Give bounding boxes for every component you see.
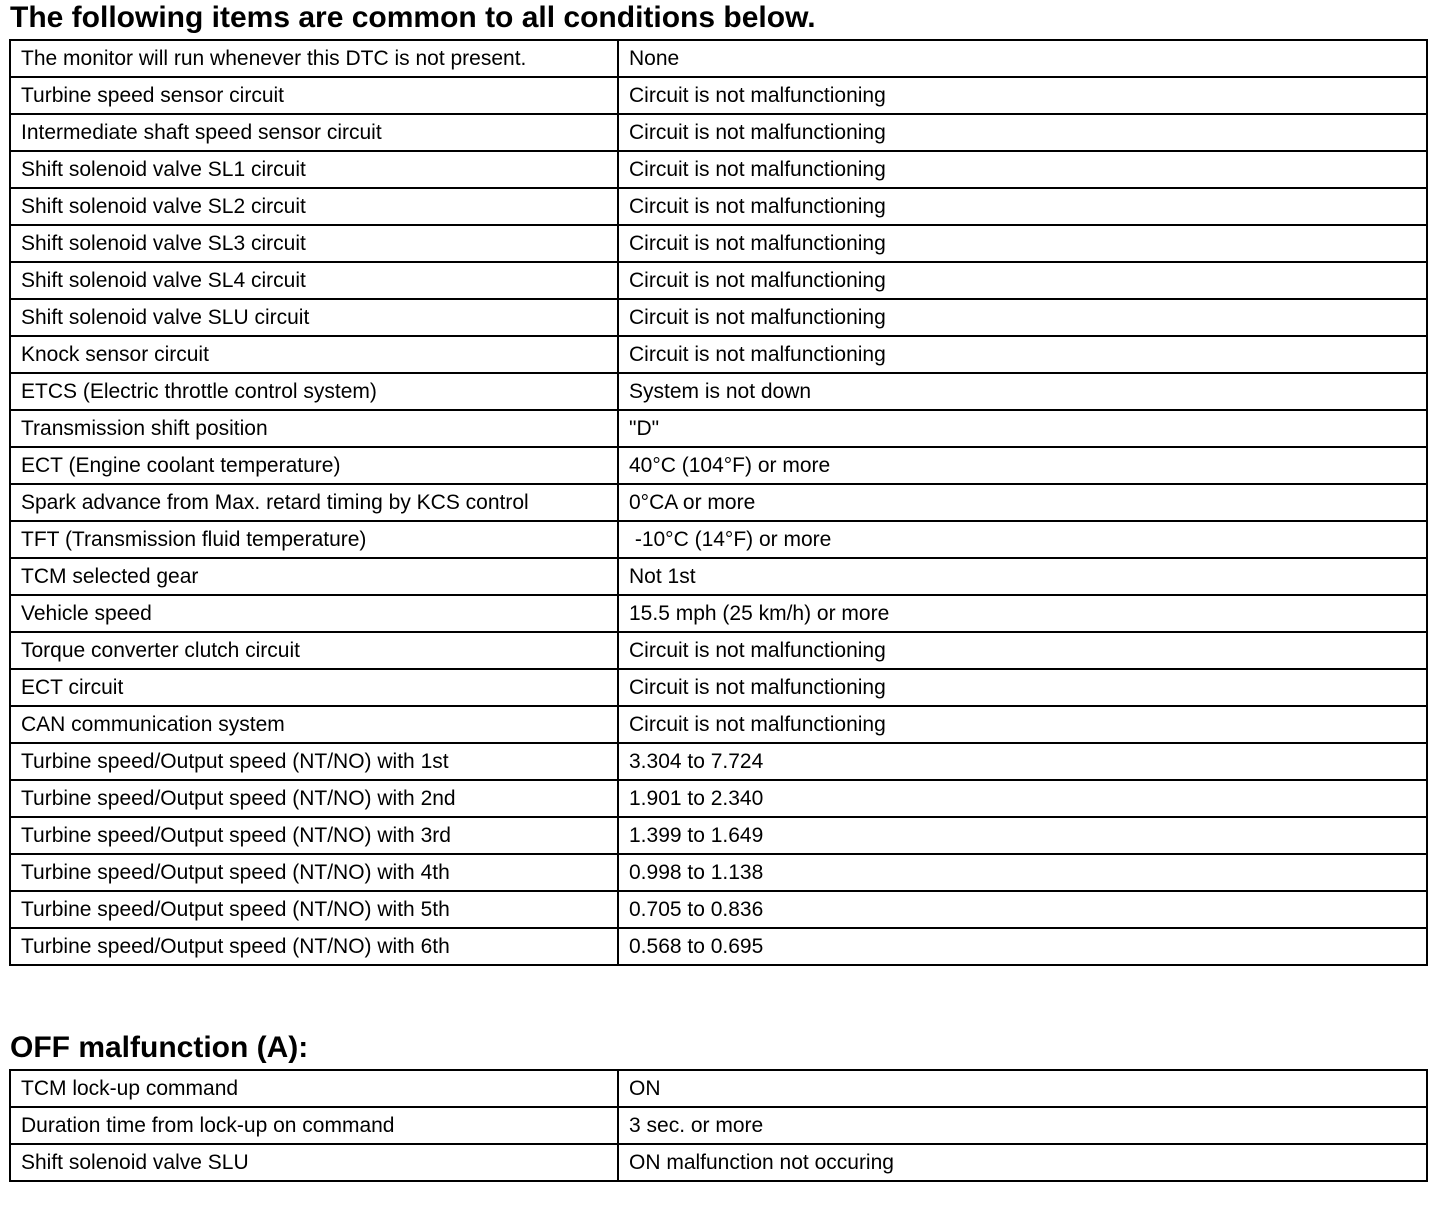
table-row xyxy=(10,410,1427,447)
item-cell: Shift solenoid valve SL3 circuit xyxy=(10,225,618,262)
condition-cell: 15.5 mph (25 km/h) or more xyxy=(618,595,1427,632)
item-cell: Vehicle speed xyxy=(10,595,618,632)
table-row xyxy=(10,1107,1427,1144)
item-cell: ETCS (Electric throttle control system) xyxy=(10,373,618,410)
item-cell: CAN communication system xyxy=(10,706,618,743)
section-heading-off-malfunction: OFF malfunction (A): xyxy=(10,1031,309,1064)
table-row xyxy=(10,225,1427,262)
item-cell: Knock sensor circuit xyxy=(10,336,618,373)
item-cell: ECT circuit xyxy=(10,669,618,706)
table-row xyxy=(10,336,1427,373)
item-cell: Turbine speed/Output speed (NT/NO) with 4th xyxy=(10,854,618,891)
table-row xyxy=(10,484,1427,521)
table-row xyxy=(10,669,1427,706)
condition-cell: None xyxy=(618,40,1427,77)
condition-cell: System is not down xyxy=(618,373,1427,410)
item-cell: Turbine speed/Output speed (NT/NO) with 3rd xyxy=(10,817,618,854)
item-cell: TCM lock-up command xyxy=(10,1070,618,1107)
condition-cell: 3 sec. or more xyxy=(618,1107,1427,1144)
table-row xyxy=(10,891,1427,928)
condition-cell: 1.901 to 2.340 xyxy=(618,780,1427,817)
item-cell: Turbine speed/Output speed (NT/NO) with 6th xyxy=(10,928,618,965)
condition-cell: 0°CA or more xyxy=(618,484,1427,521)
condition-cell: 0.705 to 0.836 xyxy=(618,891,1427,928)
condition-cell: "D" xyxy=(618,410,1427,447)
item-cell: Shift solenoid valve SLU xyxy=(10,1144,618,1181)
condition-cell: Circuit is not malfunctioning xyxy=(618,114,1427,151)
table-row xyxy=(10,928,1427,965)
item-cell: Shift solenoid valve SL2 circuit xyxy=(10,188,618,225)
table-row xyxy=(10,780,1427,817)
condition-cell: Circuit is not malfunctioning xyxy=(618,262,1427,299)
table-row xyxy=(10,188,1427,225)
condition-cell: Circuit is not malfunctioning xyxy=(618,188,1427,225)
table-row xyxy=(10,632,1427,669)
item-cell: Spark advance from Max. retard timing by KCS control xyxy=(10,484,618,521)
table-row xyxy=(10,114,1427,151)
table-row xyxy=(10,1144,1427,1181)
item-cell: Turbine speed/Output speed (NT/NO) with 1st xyxy=(10,743,618,780)
item-cell: ECT (Engine coolant temperature) xyxy=(10,447,618,484)
table-row xyxy=(10,1070,1427,1107)
table-row xyxy=(10,854,1427,891)
table-row xyxy=(10,299,1427,336)
condition-cell: 3.304 to 7.724 xyxy=(618,743,1427,780)
table-row xyxy=(10,521,1427,558)
item-cell: TCM selected gear xyxy=(10,558,618,595)
condition-cell: Not 1st xyxy=(618,558,1427,595)
item-cell: Turbine speed/Output speed (NT/NO) with 5th xyxy=(10,891,618,928)
item-cell: Torque converter clutch circuit xyxy=(10,632,618,669)
off-malfunction-table xyxy=(9,1069,1428,1182)
item-cell: Shift solenoid valve SL4 circuit xyxy=(10,262,618,299)
condition-cell: 40°C (104°F) or more xyxy=(618,447,1427,484)
table-row xyxy=(10,743,1427,780)
table-row xyxy=(10,373,1427,410)
condition-cell: Circuit is not malfunctioning xyxy=(618,669,1427,706)
condition-cell: 0.568 to 0.695 xyxy=(618,928,1427,965)
common-conditions-table xyxy=(9,39,1428,966)
item-cell: Shift solenoid valve SL1 circuit xyxy=(10,151,618,188)
condition-cell: ON malfunction not occuring xyxy=(618,1144,1427,1181)
item-cell: Turbine speed sensor circuit xyxy=(10,77,618,114)
item-cell: Shift solenoid valve SLU circuit xyxy=(10,299,618,336)
table-row xyxy=(10,77,1427,114)
table-row xyxy=(10,447,1427,484)
table-row xyxy=(10,151,1427,188)
condition-cell: ON xyxy=(618,1070,1427,1107)
table-row xyxy=(10,817,1427,854)
condition-cell: Circuit is not malfunctioning xyxy=(618,632,1427,669)
table-row xyxy=(10,262,1427,299)
item-cell: The monitor will run whenever this DTC is not present. xyxy=(10,40,618,77)
item-cell: Intermediate shaft speed sensor circuit xyxy=(10,114,618,151)
table-row xyxy=(10,558,1427,595)
table-row xyxy=(10,706,1427,743)
condition-cell: 1.399 to 1.649 xyxy=(618,817,1427,854)
section-heading-common-conditions: The following items are common to all conditions below. xyxy=(10,1,816,34)
item-cell: TFT (Transmission fluid temperature) xyxy=(10,521,618,558)
condition-cell: -10°C (14°F) or more xyxy=(618,521,1427,558)
condition-cell: Circuit is not malfunctioning xyxy=(618,225,1427,262)
condition-cell: Circuit is not malfunctioning xyxy=(618,151,1427,188)
condition-cell: Circuit is not malfunctioning xyxy=(618,706,1427,743)
item-cell: Duration time from lock-up on command xyxy=(10,1107,618,1144)
item-cell: Turbine speed/Output speed (NT/NO) with 2nd xyxy=(10,780,618,817)
condition-cell: 0.998 to 1.138 xyxy=(618,854,1427,891)
table-row xyxy=(10,595,1427,632)
condition-cell: Circuit is not malfunctioning xyxy=(618,299,1427,336)
condition-cell: Circuit is not malfunctioning xyxy=(618,336,1427,373)
item-cell: Transmission shift position xyxy=(10,410,618,447)
condition-cell: Circuit is not malfunctioning xyxy=(618,77,1427,114)
table-row xyxy=(10,40,1427,77)
